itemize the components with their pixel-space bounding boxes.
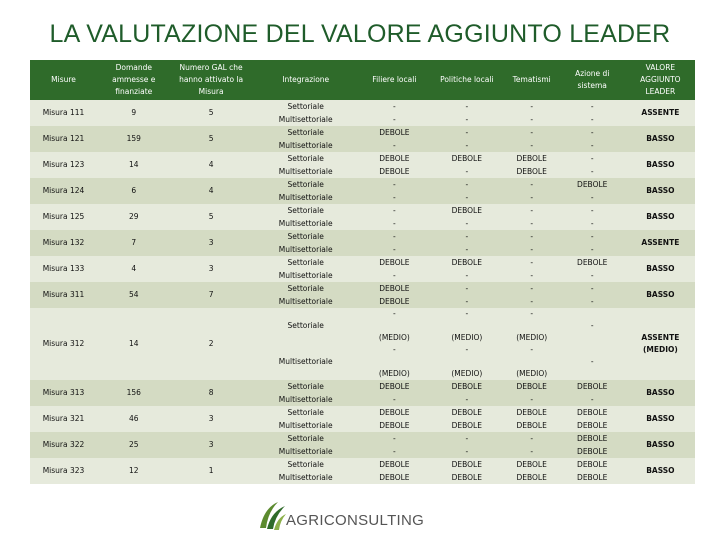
filiere-cell: DEBOLE [360, 419, 429, 432]
domande-cell: 14 [97, 308, 171, 380]
politiche-cell: - [429, 191, 505, 204]
azione-cell: DEBOLE [559, 445, 626, 458]
valore-cell: BASSO [626, 458, 695, 484]
politiche-cell: - (MEDIO) [429, 344, 505, 380]
tematismi-cell: - [505, 204, 559, 217]
header-azione: Azione di sistema [559, 60, 626, 100]
domande-cell: 9 [97, 100, 171, 126]
tematismi-cell: - [505, 243, 559, 256]
integrazione-cell: Settoriale [252, 308, 360, 344]
filiere-cell: - (MEDIO) [360, 344, 429, 380]
tematismi-cell: - [505, 100, 559, 113]
gal-cell: 8 [171, 380, 252, 406]
politiche-cell: DEBOLE [429, 152, 505, 165]
filiere-cell: - [360, 139, 429, 152]
filiere-cell: DEBOLE [360, 471, 429, 484]
gal-cell: 3 [171, 230, 252, 256]
azione-cell: DEBOLE [559, 256, 626, 269]
filiere-cell: - [360, 269, 429, 282]
misura-cell: Misura 313 [30, 380, 97, 406]
table-row [30, 256, 695, 269]
tematismi-cell: DEBOLE [505, 406, 559, 419]
table-row [30, 204, 695, 217]
tematismi-cell: - [505, 191, 559, 204]
gal-cell: 3 [171, 256, 252, 282]
header-integrazione: Integrazione [252, 60, 360, 100]
misura-cell: Misura 124 [30, 178, 97, 204]
domande-cell: 12 [97, 458, 171, 484]
politiche-cell: DEBOLE [429, 471, 505, 484]
valore-cell: BASSO [626, 432, 695, 458]
tematismi-cell: DEBOLE [505, 165, 559, 178]
integrazione-cell: Multisettoriale [252, 191, 360, 204]
header-politiche: Politiche locali [429, 60, 505, 100]
integrazione-cell: Multisettoriale [252, 295, 360, 308]
politiche-cell: - [429, 178, 505, 191]
valutazione-table [30, 60, 695, 484]
filiere-cell: DEBOLE [360, 406, 429, 419]
tematismi-cell: - [505, 282, 559, 295]
filiere-cell: DEBOLE [360, 256, 429, 269]
domande-cell: 46 [97, 406, 171, 432]
politiche-cell: - [429, 139, 505, 152]
misura-cell: Misura 321 [30, 406, 97, 432]
filiere-cell: - [360, 393, 429, 406]
integrazione-cell: Settoriale [252, 152, 360, 165]
tematismi-cell: - [505, 432, 559, 445]
tematismi-cell: - [505, 269, 559, 282]
valore-cell: BASSO [626, 126, 695, 152]
azione-cell: - [559, 269, 626, 282]
valore-cell: BASSO [626, 406, 695, 432]
valore-cell: BASSO [626, 152, 695, 178]
integrazione-cell: Settoriale [252, 380, 360, 393]
table-row [30, 178, 695, 191]
integrazione-cell: Multisettoriale [252, 471, 360, 484]
agriconsulting-logo-icon [258, 498, 288, 532]
politiche-cell: DEBOLE [429, 458, 505, 471]
tematismi-cell: - [505, 445, 559, 458]
azione-cell: DEBOLE [559, 380, 626, 393]
filiere-cell: DEBOLE [360, 295, 429, 308]
integrazione-cell: Multisettoriale [252, 139, 360, 152]
valore-cell: BASSO [626, 380, 695, 406]
logo-text: AGRICONSULTING [286, 512, 425, 529]
filiere-cell: - [360, 230, 429, 243]
politiche-cell: DEBOLE [429, 256, 505, 269]
misura-cell: Misura 323 [30, 458, 97, 484]
azione-cell: - [559, 152, 626, 165]
valore-cell: ASSENTE (MEDIO) [626, 308, 695, 380]
misura-cell: Misura 123 [30, 152, 97, 178]
politiche-cell: DEBOLE [429, 204, 505, 217]
domande-cell: 54 [97, 282, 171, 308]
politiche-cell: DEBOLE [429, 419, 505, 432]
azione-cell: - [559, 308, 626, 344]
misura-cell: Misura 312 [30, 308, 97, 380]
politiche-cell: - [429, 243, 505, 256]
politiche-cell: - [429, 126, 505, 139]
integrazione-cell: Settoriale [252, 126, 360, 139]
azione-cell: - [559, 204, 626, 217]
politiche-cell: DEBOLE [429, 406, 505, 419]
table-body [30, 100, 695, 484]
domande-cell: 156 [97, 380, 171, 406]
filiere-cell: - [360, 204, 429, 217]
domande-cell: 25 [97, 432, 171, 458]
agriconsulting-logo [258, 498, 425, 534]
azione-cell: - [559, 243, 626, 256]
tematismi-cell: - (MEDIO) [505, 308, 559, 344]
azione-cell: DEBOLE [559, 471, 626, 484]
integrazione-cell: Settoriale [252, 230, 360, 243]
tematismi-cell: - [505, 113, 559, 126]
table-row [30, 282, 695, 295]
azione-cell: - [559, 139, 626, 152]
tematismi-cell: - [505, 178, 559, 191]
tematismi-cell: - [505, 230, 559, 243]
filiere-cell: - [360, 100, 429, 113]
tematismi-cell: DEBOLE [505, 458, 559, 471]
integrazione-cell: Settoriale [252, 432, 360, 445]
integrazione-cell: Settoriale [252, 256, 360, 269]
table-row [30, 406, 695, 419]
azione-cell: DEBOLE [559, 406, 626, 419]
politiche-cell: - [429, 432, 505, 445]
tematismi-cell: DEBOLE [505, 419, 559, 432]
azione-cell: - [559, 217, 626, 230]
politiche-cell: - [429, 113, 505, 126]
politiche-cell: - [429, 445, 505, 458]
gal-cell: 1 [171, 458, 252, 484]
page-title: LA VALUTAZIONE DEL VALORE AGGIUNTO LEADER [49, 20, 671, 48]
domande-cell: 29 [97, 204, 171, 230]
tematismi-cell: - [505, 126, 559, 139]
azione-cell: - [559, 230, 626, 243]
azione-cell: DEBOLE [559, 178, 626, 191]
filiere-cell: - [360, 445, 429, 458]
filiere-cell: - [360, 217, 429, 230]
integrazione-cell: Settoriale [252, 204, 360, 217]
integrazione-cell: Multisettoriale [252, 217, 360, 230]
header-misure: Misure [30, 60, 97, 100]
misura-cell: Misura 311 [30, 282, 97, 308]
filiere-cell: DEBOLE [360, 126, 429, 139]
integrazione-cell: Settoriale [252, 282, 360, 295]
header-tematismi: Tematismi [505, 60, 559, 100]
azione-cell: - [559, 126, 626, 139]
domande-cell: 7 [97, 230, 171, 256]
filiere-cell: - [360, 191, 429, 204]
tematismi-cell: - [505, 217, 559, 230]
azione-cell: - [559, 393, 626, 406]
politiche-cell: - [429, 230, 505, 243]
table-row [30, 432, 695, 445]
tematismi-cell: DEBOLE [505, 380, 559, 393]
valore-cell: ASSENTE [626, 100, 695, 126]
misura-cell: Misura 111 [30, 100, 97, 126]
azione-cell: DEBOLE [559, 458, 626, 471]
politiche-cell: - [429, 217, 505, 230]
misura-cell: Misura 132 [30, 230, 97, 256]
integrazione-cell: Settoriale [252, 458, 360, 471]
azione-cell: DEBOLE [559, 432, 626, 445]
tematismi-cell: - (MEDIO) [505, 344, 559, 380]
misura-cell: Misura 125 [30, 204, 97, 230]
azione-cell: - [559, 165, 626, 178]
politiche-cell: - [429, 393, 505, 406]
gal-cell: 4 [171, 178, 252, 204]
table-row [30, 152, 695, 165]
tematismi-cell: DEBOLE [505, 471, 559, 484]
gal-cell: 5 [171, 100, 252, 126]
filiere-cell: - [360, 243, 429, 256]
filiere-cell: DEBOLE [360, 152, 429, 165]
misura-cell: Misura 121 [30, 126, 97, 152]
azione-cell: - [559, 100, 626, 113]
table-row [30, 308, 695, 344]
azione-cell: - [559, 191, 626, 204]
table-row [30, 380, 695, 393]
politiche-cell: - [429, 165, 505, 178]
integrazione-cell: Multisettoriale [252, 165, 360, 178]
table-row [30, 100, 695, 113]
filiere-cell: DEBOLE [360, 458, 429, 471]
header-valore: VALORE AGGIUNTO LEADER [626, 60, 695, 100]
filiere-cell: - [360, 113, 429, 126]
politiche-cell: - [429, 295, 505, 308]
tematismi-cell: - [505, 295, 559, 308]
integrazione-cell: Multisettoriale [252, 269, 360, 282]
domande-cell: 159 [97, 126, 171, 152]
misura-cell: Misura 322 [30, 432, 97, 458]
integrazione-cell: Settoriale [252, 100, 360, 113]
header-filiere: Filiere locali [360, 60, 429, 100]
valore-cell: BASSO [626, 282, 695, 308]
header-gal: Numero GAL che hanno attivato la Misura [171, 60, 252, 100]
politiche-cell: - [429, 100, 505, 113]
azione-cell: - [559, 282, 626, 295]
politiche-cell: - [429, 282, 505, 295]
filiere-cell: DEBOLE [360, 165, 429, 178]
table-row [30, 458, 695, 471]
tematismi-cell: - [505, 393, 559, 406]
azione-cell: DEBOLE [559, 419, 626, 432]
gal-cell: 5 [171, 204, 252, 230]
filiere-cell: - (MEDIO) [360, 308, 429, 344]
tematismi-cell: DEBOLE [505, 152, 559, 165]
gal-cell: 7 [171, 282, 252, 308]
politiche-cell: DEBOLE [429, 380, 505, 393]
table-row [30, 126, 695, 139]
integrazione-cell: Settoriale [252, 178, 360, 191]
politiche-cell: - [429, 269, 505, 282]
gal-cell: 3 [171, 406, 252, 432]
politiche-cell: - (MEDIO) [429, 308, 505, 344]
misura-cell: Misura 133 [30, 256, 97, 282]
integrazione-cell: Multisettoriale [252, 344, 360, 380]
valore-cell: ASSENTE [626, 230, 695, 256]
valore-cell: BASSO [626, 256, 695, 282]
filiere-cell: DEBOLE [360, 380, 429, 393]
filiere-cell: - [360, 178, 429, 191]
filiere-cell: - [360, 432, 429, 445]
valore-cell: BASSO [626, 178, 695, 204]
domande-cell: 4 [97, 256, 171, 282]
azione-cell: - [559, 113, 626, 126]
header-domande: Domande ammesse e finanziate [97, 60, 171, 100]
integrazione-cell: Multisettoriale [252, 243, 360, 256]
gal-cell: 5 [171, 126, 252, 152]
domande-cell: 14 [97, 152, 171, 178]
gal-cell: 2 [171, 308, 252, 380]
integrazione-cell: Settoriale [252, 406, 360, 419]
filiere-cell: DEBOLE [360, 282, 429, 295]
azione-cell: - [559, 344, 626, 380]
domande-cell: 6 [97, 178, 171, 204]
valore-cell: BASSO [626, 204, 695, 230]
gal-cell: 3 [171, 432, 252, 458]
integrazione-cell: Multisettoriale [252, 445, 360, 458]
integrazione-cell: Multisettoriale [252, 419, 360, 432]
gal-cell: 4 [171, 152, 252, 178]
tematismi-cell: - [505, 256, 559, 269]
table-header-row [30, 60, 695, 100]
integrazione-cell: Multisettoriale [252, 113, 360, 126]
integrazione-cell: Multisettoriale [252, 393, 360, 406]
azione-cell: - [559, 295, 626, 308]
tematismi-cell: - [505, 139, 559, 152]
table-row [30, 230, 695, 243]
